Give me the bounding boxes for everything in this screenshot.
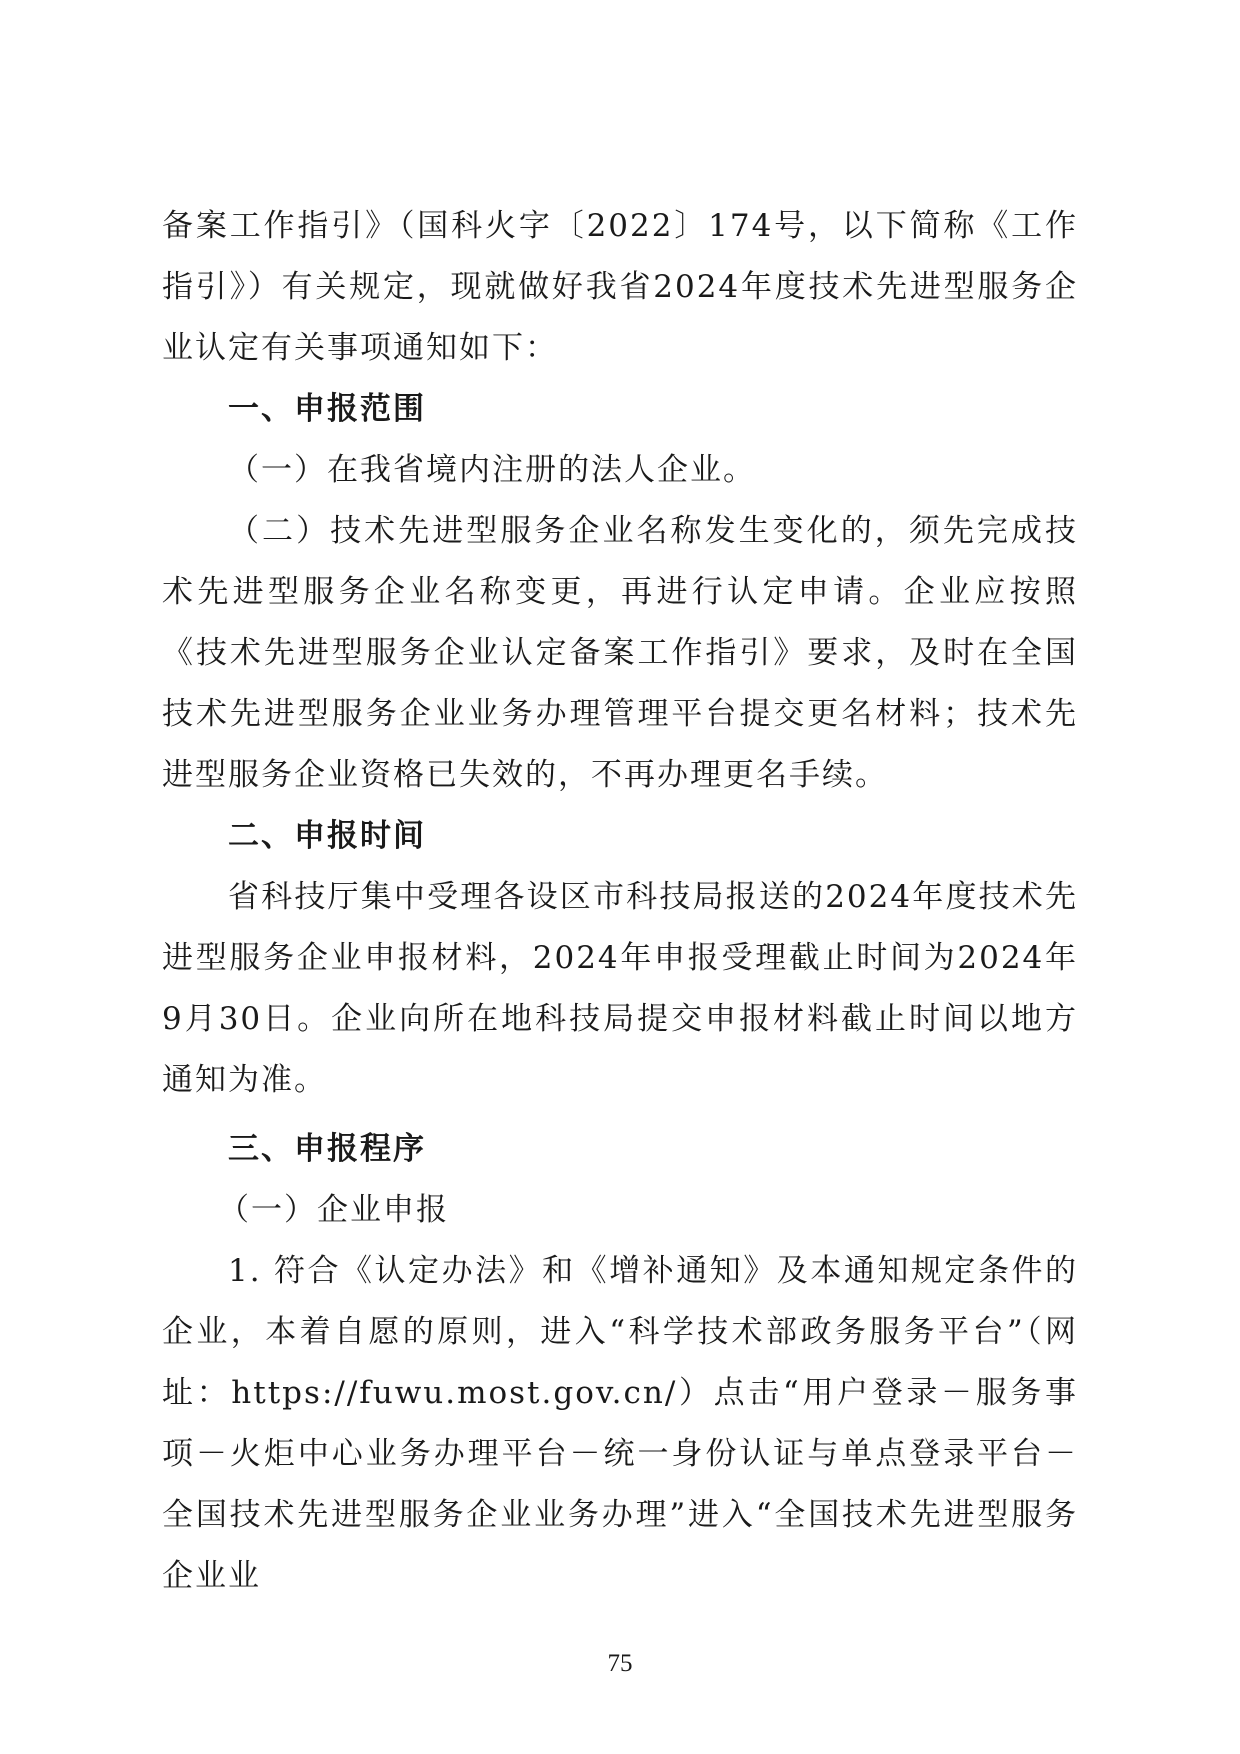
section-heading-scope: 一、申报范围 (228, 391, 426, 427)
time-paragraph: 省科技厅集中受理各设区市科技局报送的2024年度技术先进型服务企业申报材料，2024年申报受理截止时间为2024年9月30日。企业向所在地科技局提交申报材料截止时间以地方通知为准。 (162, 879, 1078, 1098)
section-heading-procedure: 三、申报程序 (228, 1131, 426, 1167)
procedure-item-1: 1. 符合《认定办法》和《增补通知》及本通知规定条件的企业，本着自愿的原则，进入“科学技术部政务服务平台”（网址：https://fuwu.most.gov.cn/）点击“用户登录－服务事项－火炬中心业务办理平台－统一身份认证与单点登录平台－全国技术先进型服务企业业务办理”进入“全国技术先进型服务企业业 (162, 1253, 1078, 1594)
section-heading-time: 二、申报时间 (228, 818, 426, 854)
subheading-enterprise-application: （一）企业申报 (218, 1192, 449, 1228)
intro-paragraph: 备案工作指引》（国科火字〔2022〕174号，以下简称《工作指引》）有关规定，现就做好我省2024年度技术先进型服务企业认定有关事项通知如下： (162, 208, 1078, 366)
scope-item-1: （一）在我省境内注册的法人企业。 (228, 452, 756, 488)
scope-item-2: （二）技术先进型服务企业名称发生变化的，须先完成技术先进型服务企业名称变更，再进行认定申请。企业应按照《技术先进型服务企业认定备案工作指引》要求，及时在全国技术先进型服务企业业务办理管理平台提交更名材料；技术先进型服务企业资格已失效的，不再办理更名手续。 (162, 513, 1078, 793)
page-number: 75 (607, 1650, 633, 1677)
document-body (162, 196, 1078, 1607)
